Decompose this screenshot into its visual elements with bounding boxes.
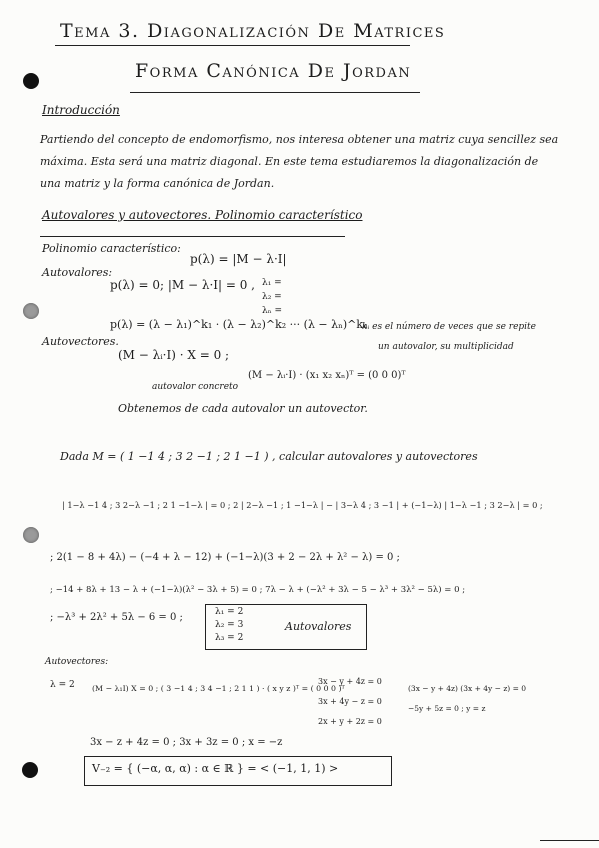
lambda-case: λ = 2 <box>50 680 75 690</box>
page-subtitle: Forma Canónica De Jordan <box>135 60 412 82</box>
intro-heading: Introducción <box>42 103 120 117</box>
intro-text-2: máxima. Esta será una matriz diagonal. En este tema estudiaremos la diagonalización de <box>40 155 539 168</box>
autovalores-label: Autovalores: <box>42 266 113 279</box>
punch-hole-upper-middle <box>23 303 39 319</box>
poly-label: Polinomio característico: <box>42 242 181 255</box>
system-reduced-2: −5y + 5z = 0 ; y = z <box>408 704 486 713</box>
autovalores-formula: p(λ) = 0; |M − λ·I| = 0 , <box>110 278 255 292</box>
subtitle-underline <box>130 92 420 93</box>
autovectores-matrix: (M − λᵢ·I) · (x₁ x₂ xₙ)ᵀ = (0 0 0)ᵀ <box>248 370 406 381</box>
title-underline <box>55 45 410 46</box>
subspace-result: V₋₂ = { (−α, α, α) : α ∈ ℝ } = < (−1, 1, 1) > <box>92 762 339 775</box>
factor-note-2: un autovalor, su multiplicidad <box>378 342 514 352</box>
page-title: Tema 3. Diagonalización De Matrices <box>60 20 446 42</box>
example-intro: Dada M = ( 1 −1 4 ; 3 2 −1 ; 2 1 −1 ) , calcular autovalores y autovectores <box>60 450 478 463</box>
system-reduced-1: (3x − y + 4z) (3x + 4y − z) = 0 <box>408 684 527 693</box>
poly-formula: p(λ) = |M − λ·I| <box>190 252 287 266</box>
page-bottom-line <box>540 840 599 841</box>
step-3: ; −λ³ + 2λ² + 5λ − 6 = 0 ; <box>50 612 183 623</box>
system-line-1: 3x − y + 4z = 0 <box>318 677 382 686</box>
root-3: λ₃ = 2 <box>215 633 244 643</box>
autovalor-1: λ₁ = <box>262 278 282 288</box>
system-matrix-equation: (M − λ₁I) X = 0 ; ( 3 −1 4 ; 3 4 −1 ; 2 1 1 ) · ( x y z )ᵀ = ( 0 0 0 )ᵀ <box>92 684 345 693</box>
punch-hole-top <box>23 73 39 89</box>
root-1: λ₁ = 2 <box>215 607 244 617</box>
solve-line: 3x − z + 4z = 0 ; 3x + 3z = 0 ; x = −z <box>90 737 283 748</box>
section-divider <box>40 236 345 237</box>
section-heading-eigen: Autovalores y autovectores. Polinomio característico <box>42 208 363 222</box>
intro-text-3: una matriz y la forma canónica de Jordan. <box>40 177 275 190</box>
system-line-3: 2x + y + 2z = 0 <box>318 717 382 726</box>
autovectores-label: Autovectores. <box>42 335 119 348</box>
punch-hole-bottom <box>22 762 38 778</box>
autovectores-formula: (M − λᵢ·I) · X = 0 ; <box>118 348 230 362</box>
system-line-2: 3x + 4y − z = 0 <box>318 697 382 706</box>
step-2: ; −14 + 8λ + 13 − λ + (−1−λ)(λ² − 3λ + 5) = 0 ; 7λ − λ + (−λ² + 3λ − 5 − λ³ + 3λ² − 5λ) = 0 ; <box>50 585 466 595</box>
autovalor-concreto-note: autovalor concreto <box>152 382 239 392</box>
autovectores-heading: Autovectores: <box>45 657 109 667</box>
punch-hole-lower-middle <box>23 527 39 543</box>
step-1: ; 2(1 − 8 + 4λ) − (−4 + λ − 12) + (−1−λ)(3 + 2 − 2λ + λ² − λ) = 0 ; <box>50 552 400 563</box>
autovectores-result: Obtenemos de cada autovalor un autovector. <box>118 402 368 415</box>
root-2: λ₂ = 3 <box>215 620 244 630</box>
factor-formula: p(λ) = (λ − λ₁)^k₁ · (λ − λ₂)^k₂ ··· (λ − λₙ)^kₙ <box>110 318 368 331</box>
intro-text-1: Partiendo del concepto de endomorfismo, nos interesa obtener una matriz cuya sencillez sea <box>40 133 559 146</box>
autovalor-n: λₙ = <box>262 306 282 316</box>
determinant-expansion: | 1−λ −1 4 ; 3 2−λ −1 ; 2 1 −1−λ | = 0 ; 2 | 2−λ −1 ; 1 −1−λ | − | 3−λ 4 ; 3 −1 | + (−1−λ) | 1−λ −1 ; 3 2−λ | = 0 ; <box>62 500 543 510</box>
roots-label: Autovalores <box>285 620 352 633</box>
autovalor-2: λ₂ = <box>262 292 282 302</box>
factor-note-1: kᵢ es el número de veces que se repite <box>362 322 536 332</box>
